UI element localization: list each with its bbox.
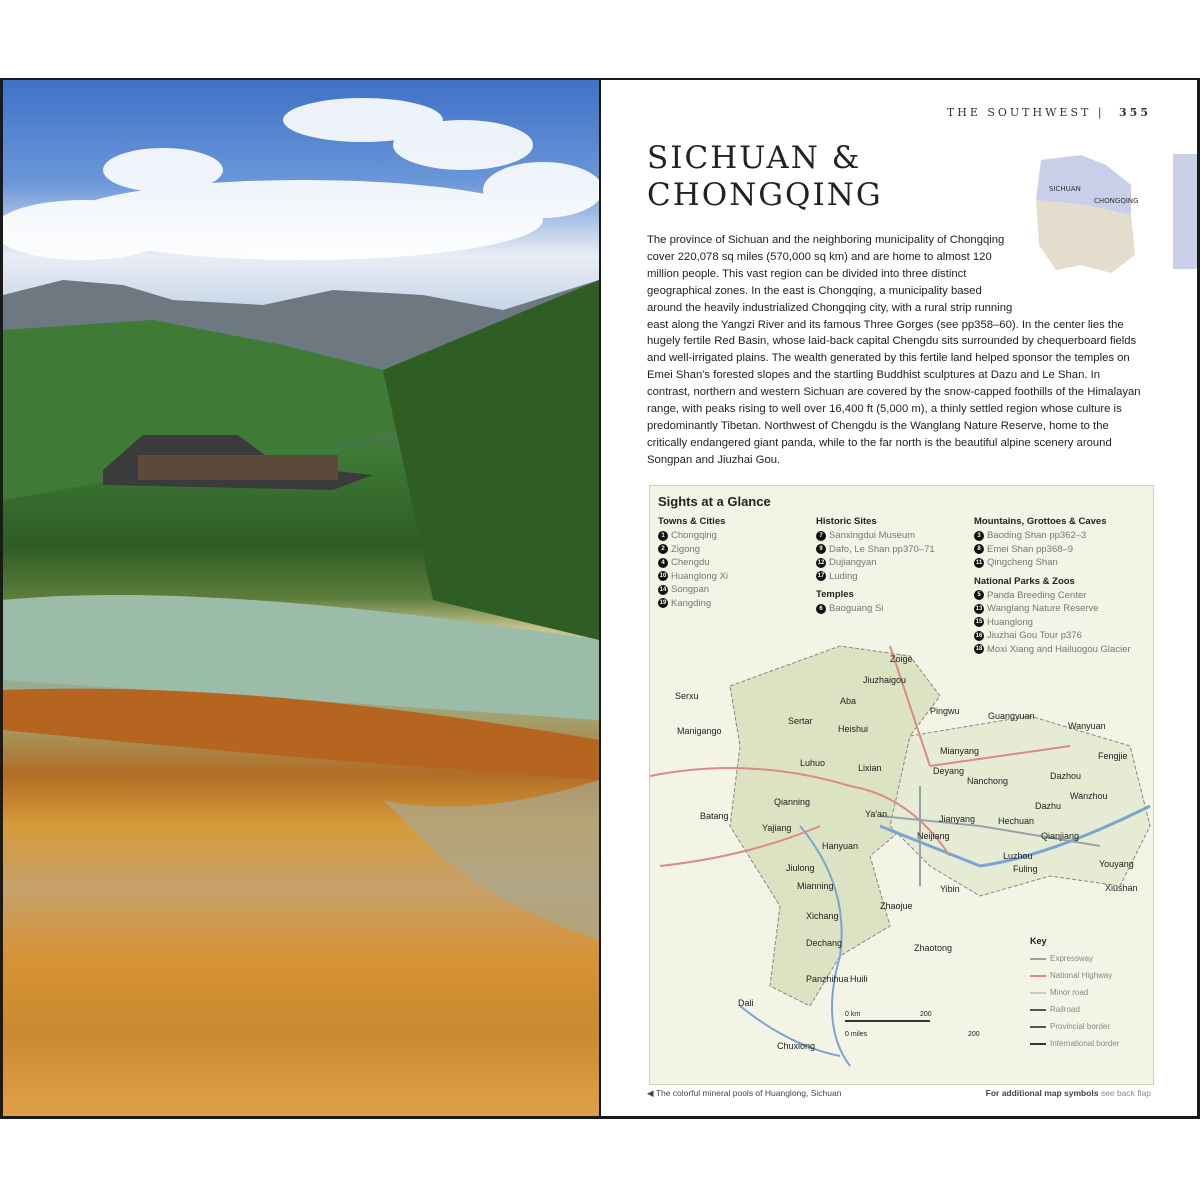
map-place-label: Dazhu	[1035, 801, 1062, 811]
sight-item	[974, 543, 1131, 557]
map-place-label: Dazhou	[1050, 771, 1082, 781]
section-name: THE SOUTHWEST	[946, 106, 1092, 119]
sights-at-a-glance	[649, 485, 1154, 1085]
map-place-label: Jiuzhaigou	[863, 675, 907, 685]
map-place-label: Luzhou	[1003, 851, 1033, 861]
title-line-1: SICHUAN &	[647, 140, 862, 176]
sight-number-badge: 11	[975, 559, 983, 566]
sight-label: Baoguang Si	[829, 603, 884, 615]
map-place-label: Qianning	[774, 797, 811, 807]
sight-label: Jiuzhai Gou Tour p376	[987, 630, 1082, 642]
sight-label: Dafo, Le Shan pp370–71	[829, 543, 935, 555]
sight-item	[816, 543, 935, 557]
huanglong-photo	[3, 80, 599, 1116]
sight-item	[974, 602, 1131, 616]
map-place-label: Zhaotong	[914, 943, 953, 953]
map-place-label: Zoige	[890, 654, 913, 664]
sights-group-heading: Mountains, Grottoes & Caves	[974, 516, 1107, 527]
sight-item	[658, 570, 728, 584]
sight-label: Wanglang Nature Reserve	[987, 603, 1099, 615]
book-spread	[0, 78, 1200, 1119]
page-number: 355	[1119, 106, 1151, 119]
sight-label: Emei Shan pp368–9	[987, 543, 1074, 555]
map-place-label: Hechuan	[998, 816, 1035, 826]
map-place-label: Dali	[738, 998, 754, 1008]
sight-item	[974, 616, 1131, 630]
sights-title: Sights at a Glance	[658, 494, 771, 509]
map-place-label: Mianyang	[940, 746, 980, 756]
key-item	[1030, 967, 1119, 984]
key-swatch-icon	[1030, 992, 1046, 994]
scale-label: 200	[968, 1031, 980, 1038]
photo-illustration	[3, 80, 599, 1116]
map-place-label: Serxu	[675, 691, 699, 701]
intro-paragraph: The province of Sichuan and the neighboring municipality of Chongqing cover 220,078 sq miles (570,000 sq km) and are home to almost 120 million people. This vast region can be divided into three distinct geographical zones. In the east is Chongqing, a municipality based around the heavily industrialized Chongqing city, with a rural strip running east along the Yangzi River and its famous Three Gorges (see pp358–60). In the center lies the hugely fertile Red Basin, whose laid-back capital Chengdu sits surrounded by chequerboard fields and well-irrigated plains. The wealth generated by this fertile land helped sponsor the temples on Emei Shan's forested slopes and the startling Buddhist sculptures at Dazu and Le Shan. In contrast, northern and western Sichuan are covered by the snow-capped foothills of the Himalayan range, with peaks rising to well over 16,400 ft (5,000 m), a thinly settled region whose culture is predominantly Tibetan. Northwest of Chengdu is the Wanglang Nature Reserve, home to the critically endangered giant panda, while to the far north is the beautiful alpine scenery around Songpan and Jiuzhai Gou.	[647, 234, 1141, 466]
map-place-label: Nanchong	[967, 776, 1009, 786]
map-place-label: Luhuo	[800, 758, 826, 768]
sights-column	[816, 516, 935, 616]
scale-label: 0 miles	[845, 1031, 868, 1038]
sight-label: Dujiangyan	[829, 557, 877, 569]
sight-number-badge: 4	[658, 558, 668, 568]
map-place-label: Hanyuan	[822, 841, 859, 851]
key-label: Expressway	[1050, 954, 1094, 963]
sights-column	[974, 516, 1131, 656]
sight-number-badge: 14	[659, 586, 667, 593]
key-item	[1030, 984, 1119, 1001]
sight-item	[658, 543, 728, 557]
map-place-label: Lixian	[858, 763, 882, 773]
sight-label: Baoding Shan pp362–3	[987, 530, 1087, 542]
sight-item	[974, 556, 1131, 570]
sight-number-badge: 19	[659, 600, 667, 607]
map-place-label: Qianjiang	[1041, 831, 1080, 841]
sight-label: Kangding	[671, 597, 712, 609]
key-label: Railroad	[1050, 1005, 1080, 1014]
sight-item	[658, 597, 728, 611]
sight-label: Panda Breeding Center	[987, 589, 1087, 601]
key-item	[1030, 1035, 1119, 1052]
map-place-label: Zhaojue	[880, 901, 913, 911]
sight-number-badge: 17	[817, 573, 825, 580]
map-place-label: Guangyuan	[988, 711, 1035, 721]
sights-group-heading: Historic Sites	[816, 516, 877, 527]
sights-group-heading: National Parks & Zoos	[974, 575, 1075, 587]
sight-number-badge: 12	[817, 559, 825, 566]
page-title	[647, 140, 883, 214]
key-item	[1030, 1018, 1119, 1035]
map-place-label: Wanyuan	[1068, 721, 1106, 731]
map-place-label: Batang	[700, 811, 729, 821]
sights-group-heading: Towns & Cities	[658, 516, 726, 527]
map-place-label: Deyang	[933, 766, 965, 776]
sight-label: Qingcheng Shan	[987, 557, 1058, 569]
sight-number-badge: 6	[816, 604, 826, 614]
sight-label: Sanxingdui Museum	[829, 530, 916, 542]
map-place-label: Youyang	[1099, 859, 1134, 869]
sight-item	[658, 556, 728, 570]
map-place-label: Chuxiong	[777, 1041, 816, 1051]
sight-item	[658, 583, 728, 597]
sight-number-badge: 3	[974, 531, 984, 541]
key-title: Key	[1030, 936, 1047, 946]
sight-number-badge: 9	[816, 544, 826, 554]
sight-item	[816, 602, 935, 616]
map-place-label: Xichang	[806, 911, 839, 921]
sight-label: Chongqing	[671, 530, 717, 542]
map-place-label: Huili	[850, 974, 868, 984]
sight-item	[974, 643, 1131, 657]
title-line-2: CHONGQING	[647, 177, 883, 213]
sight-number-badge: 18	[975, 646, 983, 653]
right-page	[601, 80, 1197, 1116]
map-note-bold: For additional map symbols	[985, 1088, 1099, 1098]
map-place-label: Xiushan	[1105, 883, 1138, 893]
sight-label: Moxi Xiang and Hailuogou Glacier	[987, 643, 1131, 655]
key-swatch-icon	[1030, 958, 1046, 960]
map-place-label: Neijiang	[917, 831, 950, 841]
locator-label-chongqing: CHONGQING	[1094, 197, 1139, 205]
map-place-label: Yibin	[940, 884, 960, 894]
running-head: THE SOUTHWEST | 355	[946, 106, 1151, 119]
map-key	[1030, 936, 1119, 1052]
sight-number-badge: 2	[658, 544, 668, 554]
scale-label: 200	[920, 1011, 932, 1018]
sight-number-badge: 5	[974, 590, 984, 600]
sight-item	[816, 556, 935, 570]
sight-item	[816, 570, 935, 584]
photo-caption: ◀ The colorful mineral pools of Huanglong, Sichuan	[647, 1088, 842, 1098]
map-place-label: Aba	[840, 696, 857, 706]
map-place-label: Sertar	[788, 716, 813, 726]
map-place-label: Fengjie	[1098, 751, 1128, 761]
sight-number-badge: 8	[974, 544, 984, 554]
key-label: National Highway	[1050, 971, 1113, 980]
map-place-label: Fuling	[1013, 864, 1038, 874]
map-place-label: Pingwu	[930, 706, 960, 716]
photo-caption-text: The colorful mineral pools of Huanglong, Sichuan	[655, 1088, 842, 1098]
map-place-label: Manigango	[677, 726, 722, 736]
sight-label: Huanglong	[987, 616, 1033, 628]
sight-number-badge: 10	[659, 573, 667, 580]
map-note	[986, 1088, 1151, 1098]
sights-column	[658, 516, 728, 610]
map-place-label: Panzhihua	[806, 974, 849, 984]
key-item	[1030, 1001, 1119, 1018]
sight-label: Luding	[829, 570, 858, 582]
sight-number-badge: 16	[975, 632, 983, 639]
sight-item	[974, 629, 1131, 643]
map-place-label: Wanzhou	[1070, 791, 1108, 801]
key-swatch-icon	[1030, 975, 1046, 977]
sight-label: Zigong	[671, 543, 701, 555]
sight-item	[816, 529, 935, 543]
scale-label: 0 km	[845, 1011, 861, 1018]
intro-text	[647, 232, 1143, 469]
map-place-label: Mianning	[797, 881, 834, 891]
key-item	[1030, 950, 1119, 967]
map-place-label: Jianyang	[939, 814, 976, 824]
sight-label: Huanglong Xi	[671, 570, 729, 582]
key-label: Provincial border	[1050, 1022, 1111, 1031]
map-note-text: see back flap	[1100, 1088, 1151, 1098]
locator-label-sichuan: SICHUAN	[1049, 185, 1081, 193]
map-place-label: Dechang	[806, 938, 843, 948]
sight-item	[974, 589, 1131, 603]
sight-item	[658, 529, 728, 543]
sights-group-heading: Temples	[816, 589, 854, 600]
sight-number-badge: 7	[816, 531, 826, 541]
sight-label: Chengdu	[671, 557, 710, 569]
map-place-label: Ya'an	[865, 809, 888, 819]
sight-number-badge: 15	[975, 619, 983, 626]
map-place-label: Heishui	[838, 724, 869, 734]
map-place-label: Yajiang	[762, 823, 792, 833]
key-swatch-icon	[1030, 1009, 1046, 1011]
sight-label: Songpan	[671, 584, 710, 596]
map-place-label: Jiulong	[786, 863, 815, 873]
chapter-tab	[1173, 154, 1197, 269]
key-swatch-icon	[1030, 1043, 1046, 1045]
key-label: Minor road	[1050, 988, 1089, 997]
sight-number-badge: 13	[975, 605, 983, 612]
key-label: International border	[1050, 1039, 1120, 1048]
key-swatch-icon	[1030, 1026, 1046, 1028]
sight-item	[974, 529, 1131, 543]
sight-number-badge: 1	[658, 531, 668, 541]
